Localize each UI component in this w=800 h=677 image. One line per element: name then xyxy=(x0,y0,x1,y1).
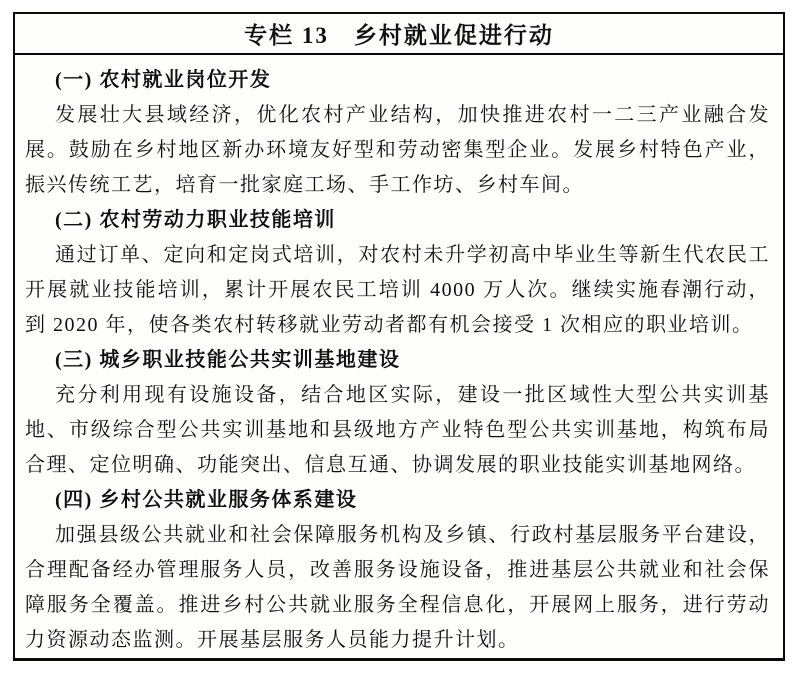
section-heading-3: (三) 城乡职业技能公共实训基地建设 xyxy=(55,349,401,371)
section-heading-4: (四) 乡村公共就业服务体系建设 xyxy=(55,489,358,511)
section-heading-1: (一) 农村就业岗位开发 xyxy=(55,69,272,91)
section-paragraph-4: 加强县级公共就业和社会保障服务机构及乡镇、行政村基层服务平台建设，合理配备经办管理服务人员，改善服务设施设备，推进基层公共就业和社会保障服务全覆盖。推进乡村公共就业服务全程信息化，开展网上服务，进行劳动力资源动态监测。开展基层服务人员能力提升计划。 xyxy=(25,524,770,651)
section-paragraph-3: 充分利用现有设施设备，结合地区实际，建设一批区域性大型公共实训基地、市级综合型公共实训基地和县级地方产业特色型公共实训基地，构筑布局合理、定位明确、功能突出、信息互通、协调发展的职业技能实训基地网络。 xyxy=(25,384,770,476)
section-paragraph-1: 发展壮大县域经济，优化农村产业结构，加快推进农村一二三产业融合发展。鼓励在乡村地区新办环境友好型和劳动密集型企业。发展乡村特色产业，振兴传统工艺，培育一批家庭工场、手工作坊、乡村车间。 xyxy=(25,104,770,196)
box-title-row xyxy=(15,14,783,55)
section-heading-2: (二) 农村劳动力职业技能培训 xyxy=(55,209,336,231)
section-paragraph-2: 通过订单、定向和定岗式培训，对农村未升学初高中毕业生等新生代农民工开展就业技能培训，累计开展农民工培训 4000 万人次。继续实施春潮行动，到 2020 年，使各类农村转移就业劳动者都有机会接受 1 次相应的职业培训。 xyxy=(25,244,770,336)
box-title: 专栏 13 乡村就业促进行动 xyxy=(244,23,554,48)
box-body xyxy=(15,55,783,658)
policy-column-box xyxy=(13,12,785,661)
